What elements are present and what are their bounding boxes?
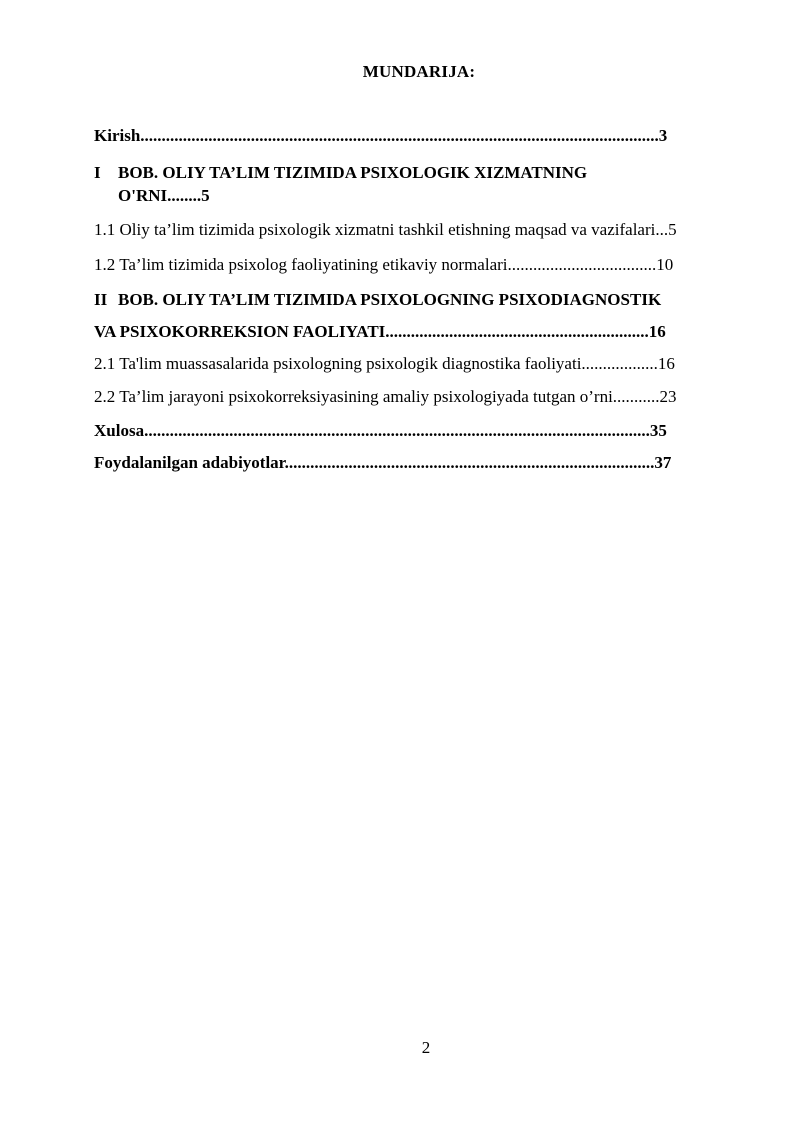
- toc-entry-page: 5: [668, 220, 677, 239]
- page-title: MUNDARIJA:: [362, 62, 476, 81]
- page-number: 2: [421, 1038, 431, 1057]
- toc-leader-dots: .......................................................................................................................: [144, 421, 650, 440]
- toc-leader-dots: ...........: [612, 387, 660, 406]
- chapter-number: I: [94, 163, 101, 182]
- toc-entry-page: 37: [654, 453, 672, 472]
- toc-entry-chapter-2[interactable]: [94, 290, 661, 310]
- toc-entry-label: Xulosa: [94, 421, 145, 440]
- toc-entry-intro[interactable]: [94, 126, 667, 146]
- toc-entry-section-2-1[interactable]: [94, 354, 675, 374]
- toc-entry-label: 2.1 Ta'lim muassasalarida psixologning psixologik diagnostika faoliyati: [94, 354, 582, 373]
- toc-leader-dots: ..............................................................: [385, 322, 649, 341]
- toc-entry-label: Kirish: [94, 126, 141, 145]
- chapter-number: II: [94, 290, 108, 309]
- toc-entry-page: 16: [657, 354, 675, 373]
- toc-leader-dots: .......................................................................................: [284, 453, 655, 472]
- chapter-title-cont: VA PSIXOKORREKSION FAOLIYATI: [94, 322, 386, 341]
- toc-entry-label: 1.1 Oliy ta’lim tizimida psixologik xizmatni tashkil etishning maqsad va vazifalari: [94, 220, 656, 239]
- toc-entry-references[interactable]: [94, 453, 671, 473]
- toc-entry-page: 16: [648, 322, 666, 341]
- toc-entry-page: 3: [658, 126, 668, 145]
- toc-entry-conclusion[interactable]: [94, 421, 667, 441]
- toc-entry-section-2-2[interactable]: [94, 387, 677, 407]
- toc-entry-label: 2.2 Ta’lim jarayoni psixokorreksiyasining amaliy psixologiyada tutgan o’rni: [94, 387, 613, 406]
- toc-entry-page: 5: [201, 186, 210, 205]
- toc-entry-chapter-2-cont[interactable]: [94, 322, 666, 342]
- toc-entry-page: 23: [659, 387, 677, 406]
- chapter-title: BOB. OLIY TA’LIM TIZIMIDA PSIXOLOGIK XIZMATNING: [118, 163, 588, 182]
- toc-leader-dots: ........: [167, 186, 202, 205]
- toc-entry-chapter-1[interactable]: [94, 163, 587, 183]
- toc-entry-label: 1.2 Ta’lim tizimida psixolog faoliyatining etikaviy normalari: [94, 255, 508, 274]
- chapter-title-cont: O'RNI: [118, 186, 168, 205]
- toc-leader-dots: ..........................................................................................................................: [140, 126, 659, 145]
- toc-entry-section-1-1[interactable]: [94, 220, 677, 240]
- toc-leader-dots: ...: [655, 220, 669, 239]
- toc-leader-dots: ..................: [581, 354, 658, 373]
- toc-entry-section-1-2[interactable]: [94, 255, 673, 275]
- toc-entry-page: 10: [656, 255, 674, 274]
- toc-entry-chapter-1-cont[interactable]: [118, 186, 210, 206]
- toc-leader-dots: ...................................: [507, 255, 657, 274]
- toc-entry-page: 35: [649, 421, 667, 440]
- toc-entry-label: Foydalanilgan adabiyotlar: [94, 453, 285, 472]
- chapter-title: BOB. OLIY TA’LIM TIZIMIDA PSIXOLOGNING PSIXODIAGNOSTIK: [118, 290, 662, 309]
